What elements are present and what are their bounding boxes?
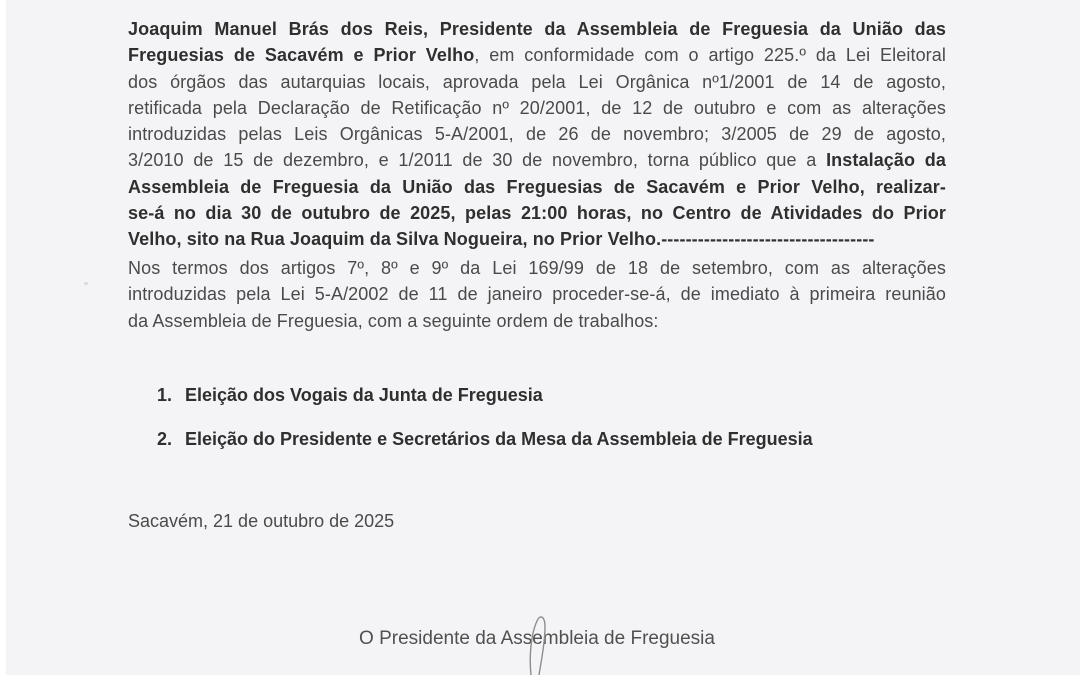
agenda-list [157, 382, 946, 470]
text-line: se-á no dia 30 de outubro de 2025, pelas 21:00 horas, no Centro de Atividades do Prior [128, 203, 946, 224]
text-line: retificada pela Declaração de Retificação nº 20/2001, de 12 de outubro e com as alterações [128, 97, 946, 118]
text-line: introduzidas pelas Leis Orgânicas 5-A/2001, de 26 de novembro; 3/2005 de 29 de agosto, [128, 124, 946, 145]
signature-caption: O Presidente da Assembleia de Freguesia [359, 628, 715, 649]
opening-paragraph [128, 16, 946, 253]
signature-stroke [518, 608, 568, 675]
scan-left-edge [0, 0, 6, 675]
text-line: dos órgãos das autarquias locais, aprovada pela Lei Orgânica nº1/2001 de 14 de agosto, [128, 71, 946, 92]
text-line: Velho, sito na Rua Joaquim da Silva Nogueira, no Prior Velho.----------------------------------- [128, 229, 875, 250]
text-line: Nos termos dos artigos 7º, 8º e 9º da Lei 169/99 de 18 de setembro, com as alterações [128, 258, 946, 278]
text-line: da Assembleia de Freguesia, com a seguinte ordem de trabalhos: [128, 310, 659, 331]
agenda-item: 2. Eleição do Presidente e Secretários da Mesa da Assembleia de Freguesia [157, 429, 813, 449]
text-line: 3/2010 de 15 de dezembro, e 1/2011 de 30 de novembro, torna público que a Instalação da [128, 150, 946, 171]
text-line: introduzidas pela Lei 5-A/2002 de 11 de janeiro proceder-se-á, de imediato à primeira reunião [128, 284, 946, 305]
document-content [128, 0, 946, 675]
text-line: Assembleia de Freguesia da União das Freguesias de Sacavém e Prior Velho, realizar- [128, 176, 946, 197]
text-line: Freguesias de Sacavém e Prior Velho, em conformidade com o artigo 225.º da Lei Eleitoral [128, 45, 946, 66]
text-line: Joaquim Manuel Brás dos Reis, Presidente da Assembleia de Freguesia da União das [128, 19, 946, 39]
date-line: Sacavém, 21 de outubro de 2025 [128, 511, 395, 531]
procedure-paragraph [128, 255, 946, 334]
scan-speck [84, 282, 88, 285]
agenda-item: 1. Eleição dos Vogais da Junta de Freguesia [157, 385, 543, 405]
